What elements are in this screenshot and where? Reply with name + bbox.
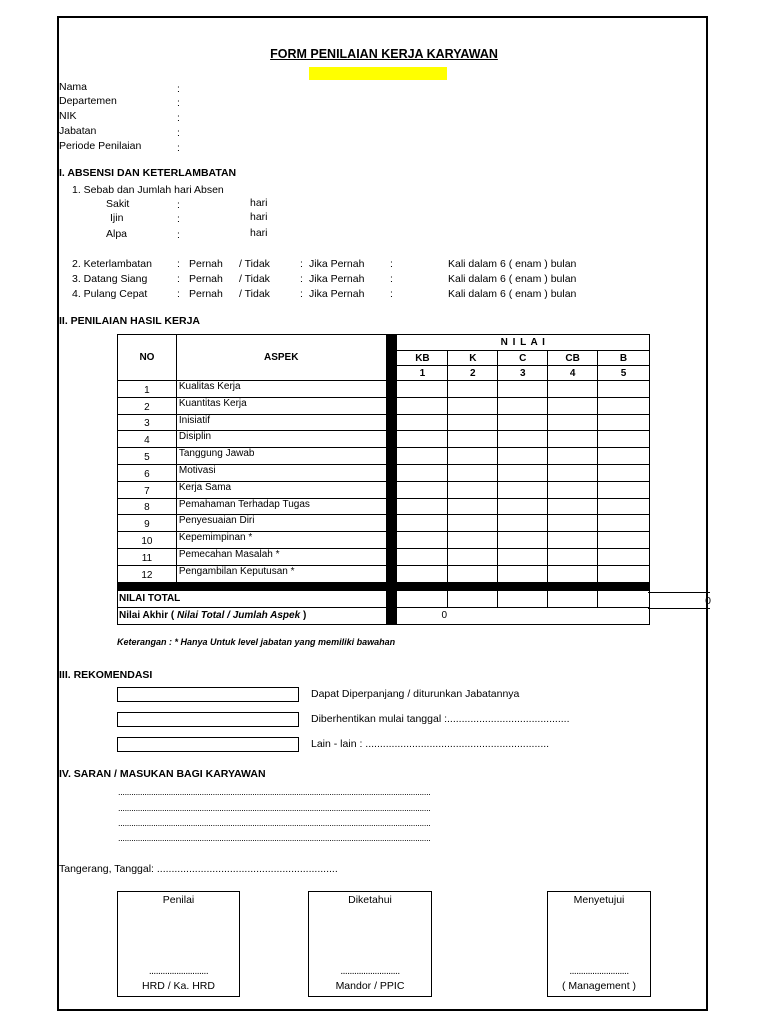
- aspect-name: Tanggung Jawab: [176, 448, 386, 465]
- grade-number: 5: [598, 366, 650, 381]
- identity-value-field[interactable]: [190, 110, 390, 123]
- score-cell[interactable]: [548, 464, 598, 481]
- score-cell[interactable]: [548, 481, 598, 498]
- score-cell[interactable]: [448, 397, 498, 414]
- times-per-period-label: Kali dalam 6 ( enam ) bulan: [448, 258, 577, 270]
- score-cell[interactable]: [397, 448, 448, 465]
- score-cell[interactable]: [598, 548, 650, 565]
- score-cell[interactable]: [448, 481, 498, 498]
- table-row: [118, 464, 650, 481]
- column-divider: [386, 381, 397, 398]
- score-cell[interactable]: [598, 515, 650, 532]
- aspect-name: Pemecahan Masalah *: [176, 548, 386, 565]
- place-date: Tangerang, Tanggal: ..............................................................: [59, 863, 338, 875]
- column-divider: [386, 532, 397, 549]
- score-cell[interactable]: [548, 498, 598, 515]
- table-row: [118, 381, 650, 398]
- score-cell[interactable]: [397, 515, 448, 532]
- aspect-no: 10: [118, 532, 177, 549]
- identity-colon: :: [177, 83, 180, 95]
- absen-days-field[interactable]: [190, 228, 245, 241]
- score-cell[interactable]: [498, 431, 548, 448]
- final-score-label: [118, 607, 387, 624]
- lateness-colon: :: [177, 288, 180, 300]
- score-cell[interactable]: [448, 448, 498, 465]
- signature-role: ( Management ): [561, 980, 637, 992]
- score-cell[interactable]: [448, 381, 498, 398]
- score-cell[interactable]: [397, 532, 448, 549]
- if-yes-label: Jika Pernah: [309, 258, 365, 270]
- final-formula: Nilai Total / Jumlah Aspek: [176, 610, 301, 622]
- keterangan-note: Keterangan : * Hanya Untuk level jabatan yang memiliki bawahan: [117, 637, 396, 647]
- score-cell[interactable]: [397, 381, 448, 398]
- score-cell[interactable]: [598, 448, 650, 465]
- score-cell[interactable]: [397, 498, 448, 515]
- signature-role: HRD / Ka. HRD: [142, 980, 215, 992]
- aspect-name: Kerja Sama: [176, 481, 386, 498]
- final-score-value: 0: [397, 607, 650, 624]
- table-row: [118, 548, 650, 565]
- signature-heading: Penilai: [162, 894, 195, 906]
- signature-box[interactable]: [308, 891, 432, 997]
- column-divider: [386, 414, 397, 431]
- lateness-label: 2. Keterlambatan: [72, 258, 152, 270]
- total-score-cell: [598, 590, 650, 607]
- identity-label: Jabatan: [59, 125, 97, 137]
- signature-heading: Diketahui: [348, 894, 392, 906]
- identity-colon: :: [177, 97, 180, 109]
- saran-line[interactable]: ..............................................................................................................................................: [118, 803, 431, 813]
- score-cell[interactable]: [448, 414, 498, 431]
- score-cell[interactable]: [598, 381, 650, 398]
- aspect-no: 12: [118, 565, 177, 582]
- grade-number: 4: [548, 366, 598, 381]
- table-row: [118, 481, 650, 498]
- table-row: [118, 414, 650, 431]
- absen-unit: hari: [250, 227, 268, 239]
- aspect-no: 11: [118, 548, 177, 565]
- column-divider: [386, 464, 397, 481]
- column-divider: [386, 590, 397, 607]
- final-prefix: Nilai Akhir (: [119, 610, 177, 622]
- times-per-period-label: Kali dalam 6 ( enam ) bulan: [448, 273, 577, 285]
- grade-code: K: [448, 351, 498, 366]
- score-cell[interactable]: [598, 397, 650, 414]
- identity-label: NIK: [59, 110, 77, 122]
- aspect-no: 1: [118, 381, 177, 398]
- total-score-cell: [448, 590, 498, 607]
- header-aspek: ASPEK: [176, 335, 386, 381]
- column-divider: [386, 448, 397, 465]
- form-title: FORM PENILAIAN KERJA KARYAWAN: [270, 47, 498, 61]
- option-tidak[interactable]: / Tidak: [239, 258, 270, 270]
- identity-colon: :: [177, 142, 180, 154]
- recommendation-checkbox[interactable]: [117, 712, 299, 727]
- aspect-name: Pemahaman Terhadap Tugas: [176, 498, 386, 515]
- section-2-title: II. PENILAIAN HASIL KERJA: [59, 315, 200, 327]
- recommendation-option-text: Lain - lain : ...............................................................: [311, 738, 550, 750]
- grade-code: CB: [548, 351, 598, 366]
- aspect-name: Kepemimpinan *: [176, 532, 386, 549]
- score-cell[interactable]: [498, 381, 548, 398]
- score-cell[interactable]: [598, 498, 650, 515]
- recommendation-checkbox[interactable]: [117, 687, 299, 702]
- score-cell[interactable]: [548, 532, 598, 549]
- aspect-name: Inisiatif: [176, 414, 386, 431]
- aspect-name: Penyesuaian Diri: [176, 515, 386, 532]
- table-row: [118, 565, 650, 582]
- times-field[interactable]: [398, 288, 443, 301]
- lateness-colon: :: [390, 273, 393, 285]
- recommendation-checkbox[interactable]: [117, 737, 299, 752]
- aspect-no: 9: [118, 515, 177, 532]
- total-value-cell: [648, 592, 710, 609]
- score-cell[interactable]: [598, 481, 650, 498]
- column-divider: [386, 548, 397, 565]
- score-cell[interactable]: [397, 548, 448, 565]
- score-cell[interactable]: [498, 532, 548, 549]
- score-cell[interactable]: [397, 565, 448, 582]
- score-cell[interactable]: [598, 565, 650, 582]
- recommendation-option-text: Dapat Diperpanjang / diturunkan Jabatannya: [311, 688, 520, 700]
- column-divider: [386, 607, 397, 624]
- lateness-colon: :: [177, 258, 180, 270]
- column-divider: [386, 515, 397, 532]
- grade-code: B: [598, 351, 650, 366]
- identity-label: Nama: [59, 81, 88, 93]
- score-cell[interactable]: [548, 397, 598, 414]
- aspect-no: 6: [118, 464, 177, 481]
- lateness-colon: :: [390, 258, 393, 270]
- signature-line: ..........................: [340, 966, 400, 977]
- score-cell[interactable]: [498, 498, 548, 515]
- column-divider: [386, 431, 397, 448]
- recommendation-option-text: Diberhentikan mulai tanggal :..........................................: [311, 713, 570, 725]
- score-cell[interactable]: [548, 414, 598, 431]
- absen-type-label: Sakit: [106, 198, 130, 210]
- identity-value-field[interactable]: [190, 140, 390, 153]
- if-yes-label: Jika Pernah: [309, 288, 365, 300]
- aspect-no: 2: [118, 397, 177, 414]
- final-suffix: ): [300, 610, 307, 622]
- times-field[interactable]: [398, 258, 443, 271]
- score-cell[interactable]: [448, 565, 498, 582]
- score-cell[interactable]: [448, 431, 498, 448]
- score-cell[interactable]: [598, 414, 650, 431]
- section-3-title: III. REKOMENDASI: [59, 669, 153, 681]
- aspect-no: 3: [118, 414, 177, 431]
- score-cell[interactable]: [397, 464, 448, 481]
- total-value: 0: [705, 595, 711, 607]
- absen-unit: hari: [250, 197, 268, 209]
- absen-item-label: 1. Sebab dan Jumlah hari Absen: [72, 184, 224, 196]
- absen-days-field[interactable]: [190, 212, 245, 225]
- signature-role: Mandor / PPIC: [335, 980, 405, 992]
- score-cell[interactable]: [448, 498, 498, 515]
- absen-colon: :: [177, 229, 180, 241]
- score-cell[interactable]: [448, 515, 498, 532]
- aspect-name: Pengambilan Keputusan *: [176, 565, 386, 582]
- signature-heading: Menyetujui: [573, 894, 625, 906]
- score-cell[interactable]: [498, 397, 548, 414]
- if-yes-label: Jika Pernah: [309, 273, 365, 285]
- title-highlight-field[interactable]: [309, 67, 447, 80]
- score-cell[interactable]: [548, 448, 598, 465]
- lateness-colon: :: [177, 273, 180, 285]
- evaluation-table: [117, 334, 650, 625]
- score-cell[interactable]: [448, 548, 498, 565]
- signature-box[interactable]: [547, 891, 651, 997]
- lateness-label: 3. Datang Siang: [72, 273, 148, 285]
- table-separator: [118, 582, 650, 590]
- table-row: [118, 515, 650, 532]
- saran-line[interactable]: ..............................................................................................................................................: [118, 833, 431, 843]
- table-row: [118, 431, 650, 448]
- score-cell[interactable]: [397, 431, 448, 448]
- grade-number: 1: [397, 366, 448, 381]
- score-cell[interactable]: [498, 548, 548, 565]
- grade-number: 3: [498, 366, 548, 381]
- score-cell[interactable]: [498, 515, 548, 532]
- table-row: [118, 532, 650, 549]
- option-tidak[interactable]: / Tidak: [239, 273, 270, 285]
- aspect-no: 8: [118, 498, 177, 515]
- identity-colon: :: [177, 112, 180, 124]
- identity-label: Periode Penilaian: [59, 140, 142, 152]
- grade-code: KB: [397, 351, 448, 366]
- header-nilai: N I L A I: [397, 335, 650, 351]
- total-score-cell: [548, 590, 598, 607]
- lateness-colon: :: [300, 273, 303, 285]
- header-no: NO: [118, 335, 177, 381]
- identity-value-field[interactable]: [190, 95, 390, 108]
- absen-unit: hari: [250, 211, 268, 223]
- score-cell[interactable]: [498, 464, 548, 481]
- table-row: [118, 397, 650, 414]
- aspect-no: 5: [118, 448, 177, 465]
- score-cell[interactable]: [598, 464, 650, 481]
- score-cell[interactable]: [548, 381, 598, 398]
- total-label: NILAI TOTAL: [118, 590, 387, 607]
- column-divider: [386, 498, 397, 515]
- score-cell[interactable]: [548, 515, 598, 532]
- signature-line: ..........................: [148, 966, 209, 977]
- aspect-name: Disiplin: [176, 431, 386, 448]
- times-field[interactable]: [398, 273, 443, 286]
- final-score-row: [118, 607, 650, 624]
- aspect-name: Motivasi: [176, 464, 386, 481]
- identity-value-field[interactable]: [190, 81, 390, 94]
- score-cell[interactable]: [598, 532, 650, 549]
- aspect-no: 7: [118, 481, 177, 498]
- score-cell[interactable]: [548, 431, 598, 448]
- aspect-name: Kuantitas Kerja: [176, 397, 386, 414]
- saran-line[interactable]: ..............................................................................................................................................: [118, 818, 431, 828]
- score-cell[interactable]: [548, 548, 598, 565]
- signature-box[interactable]: [117, 891, 240, 997]
- score-cell[interactable]: [498, 414, 548, 431]
- table-row: [118, 448, 650, 465]
- grade-code: C: [498, 351, 548, 366]
- total-row: [118, 590, 650, 607]
- table-header-row: [118, 335, 650, 351]
- section-4-title: IV. SARAN / MASUKAN BAGI KARYAWAN: [59, 768, 266, 780]
- section-1-title: I. ABSENSI DAN KETERLAMBATAN: [59, 167, 237, 179]
- column-divider: [386, 335, 397, 381]
- identity-colon: :: [177, 127, 180, 139]
- score-cell[interactable]: [448, 464, 498, 481]
- score-cell[interactable]: [448, 532, 498, 549]
- saran-line[interactable]: ..............................................................................................................................................: [118, 787, 431, 797]
- absen-colon: :: [177, 213, 180, 225]
- score-cell[interactable]: [397, 397, 448, 414]
- table-row: [118, 498, 650, 515]
- column-divider: [386, 481, 397, 498]
- lateness-colon: :: [300, 258, 303, 270]
- absen-colon: :: [177, 199, 180, 211]
- grade-number: 2: [448, 366, 498, 381]
- signature-line: ..........................: [569, 966, 629, 977]
- score-cell[interactable]: [498, 481, 548, 498]
- absen-type-label: Alpa: [106, 228, 128, 240]
- lateness-colon: :: [300, 288, 303, 300]
- total-score-cell: [397, 590, 448, 607]
- aspect-no: 4: [118, 431, 177, 448]
- score-cell[interactable]: [598, 431, 650, 448]
- option-pernah[interactable]: Pernah: [189, 258, 223, 270]
- column-divider: [386, 565, 397, 582]
- option-pernah[interactable]: Pernah: [189, 288, 223, 300]
- separator-bar: [118, 582, 650, 590]
- total-score-cell: [498, 590, 548, 607]
- score-cell[interactable]: [498, 565, 548, 582]
- aspect-name: Kualitas Kerja: [176, 381, 386, 398]
- lateness-colon: :: [390, 288, 393, 300]
- option-tidak[interactable]: / Tidak: [239, 288, 270, 300]
- identity-label: Departemen: [59, 95, 117, 107]
- score-cell[interactable]: [498, 448, 548, 465]
- column-divider: [386, 397, 397, 414]
- option-pernah[interactable]: Pernah: [189, 273, 223, 285]
- absen-days-field[interactable]: [190, 198, 245, 211]
- absen-type-label: Ijin: [110, 212, 124, 224]
- score-cell[interactable]: [548, 565, 598, 582]
- score-cell[interactable]: [397, 414, 448, 431]
- score-cell[interactable]: [397, 481, 448, 498]
- identity-value-field[interactable]: [190, 125, 390, 138]
- times-per-period-label: Kali dalam 6 ( enam ) bulan: [448, 288, 577, 300]
- lateness-label: 4. Pulang Cepat: [72, 288, 148, 300]
